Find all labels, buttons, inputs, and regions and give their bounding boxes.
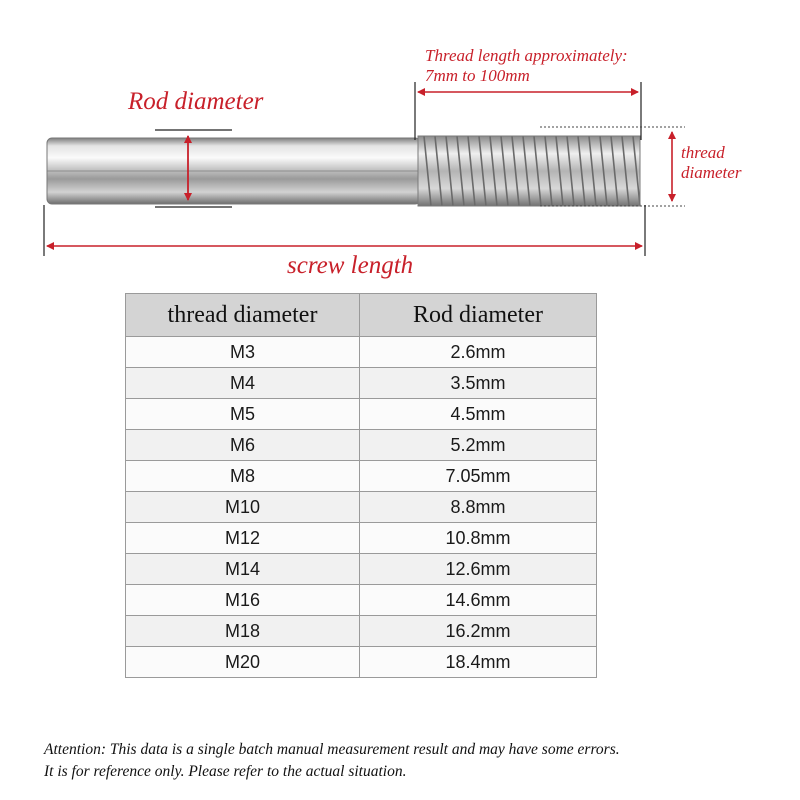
thread-length-dimension bbox=[415, 82, 641, 140]
thread-size-cell: M16 bbox=[126, 585, 360, 616]
thread-length-label bbox=[425, 46, 628, 86]
table-row bbox=[126, 492, 597, 523]
thread-size-cell: M10 bbox=[126, 492, 360, 523]
rod-diameter-cell: 4.5mm bbox=[360, 399, 597, 430]
rod-diameter-cell: 10.8mm bbox=[360, 523, 597, 554]
thread-diameter-label-line1: thread bbox=[681, 143, 725, 162]
table-row bbox=[126, 616, 597, 647]
screw-diagram bbox=[0, 0, 800, 290]
thread-size-cell: M6 bbox=[126, 430, 360, 461]
thread-length-label-line1: Thread length approximately: bbox=[425, 46, 628, 65]
rod-diameter-cell: 3.5mm bbox=[360, 368, 597, 399]
attention-note-line2: It is for reference only. Please refer to the actual situation. bbox=[44, 763, 407, 780]
rod-diameter-cell: 16.2mm bbox=[360, 616, 597, 647]
spec-table bbox=[125, 293, 597, 678]
rod-diameter-cell: 5.2mm bbox=[360, 430, 597, 461]
table-row bbox=[126, 523, 597, 554]
table-row bbox=[126, 585, 597, 616]
thread-size-cell: M12 bbox=[126, 523, 360, 554]
thread-diameter-label bbox=[681, 143, 741, 183]
rod-diameter-cell: 18.4mm bbox=[360, 647, 597, 678]
thread-length-label-line2: 7mm to 100mm bbox=[425, 66, 530, 85]
thread-size-cell: M14 bbox=[126, 554, 360, 585]
thread-size-cell: M18 bbox=[126, 616, 360, 647]
thread-size-cell: M5 bbox=[126, 399, 360, 430]
thread-size-cell: M3 bbox=[126, 337, 360, 368]
header-rod-diameter: Rod diameter bbox=[360, 294, 597, 337]
rod-diameter-cell: 7.05mm bbox=[360, 461, 597, 492]
table-row bbox=[126, 368, 597, 399]
header-thread-diameter: thread diameter bbox=[126, 294, 360, 337]
thread-body bbox=[418, 136, 640, 206]
table-row bbox=[126, 399, 597, 430]
table-row bbox=[126, 430, 597, 461]
rod-diameter-label: Rod diameter bbox=[128, 88, 264, 115]
rod-diameter-cell: 8.8mm bbox=[360, 492, 597, 523]
table-row bbox=[126, 647, 597, 678]
table-row bbox=[126, 461, 597, 492]
attention-note bbox=[44, 739, 784, 783]
rod-diameter-cell: 14.6mm bbox=[360, 585, 597, 616]
attention-note-line1: Attention: This data is a single batch manual measurement result and may have some errors. bbox=[44, 741, 620, 758]
table-row bbox=[126, 554, 597, 585]
screw-length-dimension bbox=[44, 205, 645, 256]
table-header-row bbox=[126, 294, 597, 337]
rod-diameter-cell: 12.6mm bbox=[360, 554, 597, 585]
thread-diameter-label-line2: diameter bbox=[681, 163, 742, 182]
thread-size-cell: M8 bbox=[126, 461, 360, 492]
rod-diameter-cell: 2.6mm bbox=[360, 337, 597, 368]
thread-size-cell: M4 bbox=[126, 368, 360, 399]
table-row bbox=[126, 337, 597, 368]
screw-length-label: screw length bbox=[287, 252, 414, 279]
rod-body bbox=[47, 138, 420, 204]
thread-size-cell: M20 bbox=[126, 647, 360, 678]
